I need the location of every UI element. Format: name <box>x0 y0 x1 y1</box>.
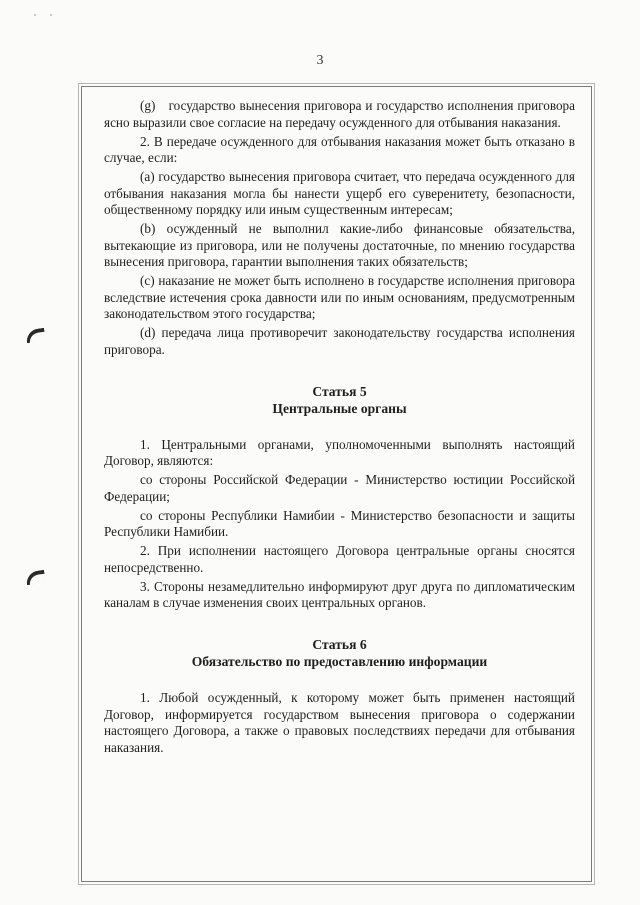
paragraph-2c: (c) наказание не может быть исполнено в государстве исполнения приговора вследствие истечения срока давности или по иным основаниям, предусмотренным законодательством этого государства; <box>104 273 575 321</box>
article6-paragraph-1: 1. Любой осужденный, к которому может быть применен настоящий Договор, информируется государством вынесения приговора о содержании настоящего Договора, а также о правовых последствиях передачи для отбывания наказания. <box>104 690 575 755</box>
article6-section <box>104 636 575 756</box>
article5-number: Статья 5 <box>312 383 367 399</box>
punch-hole-mark <box>25 328 46 344</box>
article5-paragraph-ru: со стороны Российской Федерации - Министерство юстиции Российской Федерации; <box>104 472 575 504</box>
paragraph-2a: (a) государство вынесения приговора считает, что передача осужденного для отбывания наказания могла бы нанести ущерб его суверенитету, безопасности, общественному порядку или иным существенным интересам; <box>104 169 575 217</box>
paragraph-2: 2. В передаче осужденного для отбывания наказания может быть отказано в случае, если: <box>104 133 575 165</box>
article5-paragraph-2: 2. При исполнении настоящего Договора центральные органы сносятся непосредственно. <box>104 543 575 575</box>
page-number: 3 <box>316 53 324 68</box>
article5-section <box>104 383 575 612</box>
document-body <box>104 98 575 759</box>
article4-continuation <box>104 98 575 358</box>
article6-title: Обязательство по предоставлению информации <box>191 654 488 669</box>
article5-title: Центральные органы <box>272 400 407 416</box>
scan-speck <box>50 14 52 16</box>
paragraph-1g: (g) государство вынесения приговора и государство исполнения приговора ясно выразили свое согласие на передачу осужденного для отбывания наказания. <box>104 98 575 130</box>
article5-paragraph-1: 1. Центральными органами, уполномоченными выполнять настоящий Договор, являются: <box>104 436 575 468</box>
scan-speck <box>34 14 36 16</box>
article6-number: Статья 6 <box>312 637 367 652</box>
article5-paragraph-na: со стороны Республики Намибии - Министерство безопасности и защиты Республики Намибии. <box>104 507 575 539</box>
article5-paragraph-3: 3. Стороны незамедлительно информируют друг друга по дипломатическим каналам в случае изменения своих центральных органов. <box>104 578 575 610</box>
paragraph-2b: (b) осужденный не выполнил какие-либо финансовые обязательства, вытекающие из приговора, или не получены достаточные, по мнению государства вынесения приговора, гарантии выполнения таких обязательств; <box>104 221 575 269</box>
paragraph-2d: (d) передача лица противоречит законодательству государства исполнения приговора. <box>104 325 575 357</box>
punch-hole-mark <box>25 570 46 586</box>
